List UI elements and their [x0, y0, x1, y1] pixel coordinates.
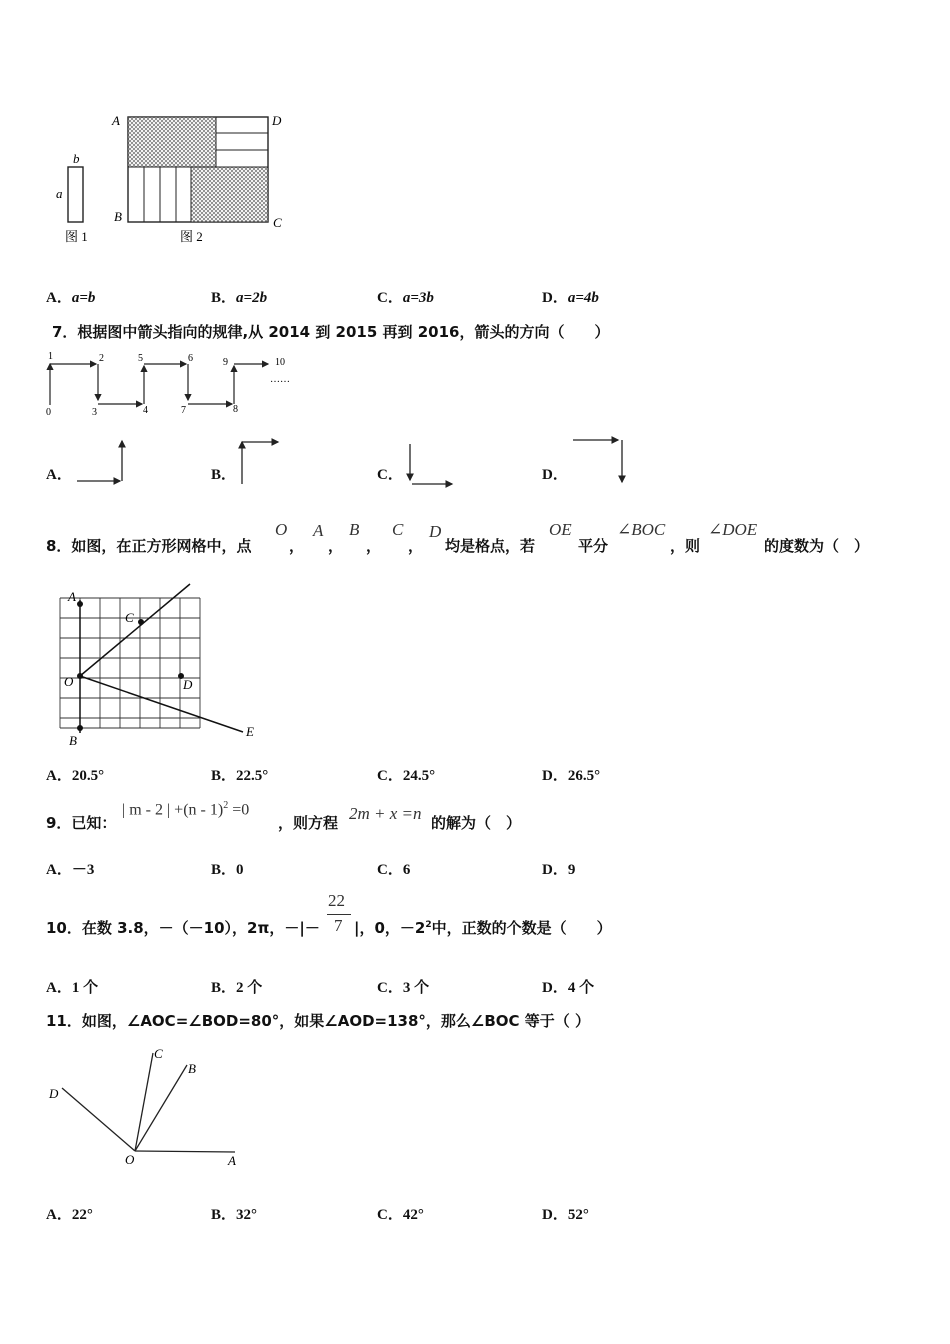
q8-text-bisect: 平分	[578, 537, 609, 555]
q9-option-b[interactable]: B．0	[211, 862, 244, 878]
q8-oe: OE	[549, 520, 572, 539]
q8-point-a: A	[313, 521, 324, 540]
svg-text:……: ……	[270, 374, 290, 385]
q10-fraction-numerator: 22	[328, 891, 345, 910]
svg-text:10: 10	[275, 357, 285, 368]
svg-text:E: E	[246, 724, 254, 739]
q10-text-mid: |，0，$-2^2$中，正数的个数是（ ）	[354, 919, 612, 937]
q8-angle-doe: ∠DOE	[708, 520, 758, 539]
arrow-pattern-figure	[40, 350, 300, 420]
q8-option-b[interactable]: B．22.5°	[211, 768, 269, 784]
q8-point-c: C	[392, 520, 404, 539]
svg-text:7: 7	[181, 405, 186, 416]
svg-text:1: 1	[48, 351, 53, 362]
rectangle-figure	[50, 105, 300, 250]
q7-option-d-arrow	[568, 432, 630, 490]
q10-option-a[interactable]: A．1 个	[46, 980, 99, 996]
q11-option-d[interactable]: D．52°	[542, 1207, 589, 1223]
q10-option-c[interactable]: C．3 个	[377, 980, 430, 996]
svg-text:3: 3	[92, 407, 97, 418]
q6-option-a[interactable]: A．a=b	[46, 290, 96, 306]
svg-text:5: 5	[138, 353, 143, 364]
svg-text:2: 2	[99, 353, 104, 364]
q8-point-d: D	[429, 522, 442, 541]
svg-text:C: C	[125, 610, 134, 625]
q7-text: 7．根据图中箭头指向的规律,从 2014 到 2015 再到 2016，箭头的方向（ ）	[52, 323, 610, 341]
label-D: D	[272, 113, 282, 128]
q8-grid-figure	[50, 578, 270, 748]
hatched-region-bottom	[191, 167, 268, 222]
q11-angle-figure	[40, 1040, 260, 1175]
q8-angle-boc: ∠BOC	[617, 520, 666, 539]
caption-fig1: 图 1	[65, 229, 88, 244]
svg-text:O: O	[125, 1152, 135, 1167]
q7-option-a[interactable]: A．	[46, 467, 72, 483]
svg-text:A: A	[68, 589, 76, 604]
svg-text:4: 4	[143, 405, 148, 416]
label-b: b	[73, 151, 80, 166]
q10-text-start: 10．在数 3.8，－（－10），2π，－|－	[46, 919, 320, 937]
svg-text:B: B	[69, 733, 77, 748]
q11-option-c[interactable]: C．42°	[377, 1207, 424, 1223]
label-A: A	[112, 113, 120, 128]
q8-point-o: O	[275, 520, 288, 539]
q8-point-b: B	[349, 520, 360, 539]
svg-text:8: 8	[233, 404, 238, 415]
q10-fraction-denominator: 7	[334, 916, 343, 935]
q9-option-c[interactable]: C．6	[377, 862, 411, 878]
q8-text-start: 8．如图，在正方形网格中，点	[46, 537, 252, 555]
q9-option-a[interactable]: A．－3	[46, 862, 95, 878]
svg-text:9: 9	[223, 357, 228, 368]
q7-option-b-arrow	[234, 434, 286, 488]
q8-text-end: 的度数为（ ）	[764, 537, 870, 555]
q9-text-mid: ，则方程	[278, 814, 339, 832]
svg-text:6: 6	[188, 353, 193, 364]
label-C: C	[273, 215, 282, 230]
q9-option-d[interactable]: D．9	[542, 862, 576, 878]
svg-text:D: D	[49, 1086, 59, 1101]
q7-option-d[interactable]: D．	[542, 467, 568, 483]
q10-option-d[interactable]: D．4 个	[542, 980, 595, 996]
q7-option-a-arrow	[72, 434, 132, 486]
q9-text-start: 9．已知：	[46, 814, 117, 832]
q6-option-b[interactable]: B．a=2b	[211, 290, 268, 306]
q8-text-then: ，则	[670, 537, 701, 555]
hatched-region-top	[128, 117, 216, 167]
q7-option-b[interactable]: B．	[211, 467, 237, 483]
q8-comma: ，	[289, 537, 305, 555]
q9-text-end: 的解为（ ）	[431, 814, 522, 832]
fraction-bar	[327, 914, 351, 915]
q7-option-c[interactable]: C．	[377, 467, 403, 483]
label-B: B	[114, 209, 122, 224]
label-a: a	[56, 186, 63, 201]
q8-comma: ，	[366, 537, 382, 555]
q6-option-d[interactable]: D．a=4b	[542, 290, 599, 306]
svg-text:B: B	[188, 1061, 196, 1076]
q6-option-c[interactable]: C．a=3b	[377, 290, 434, 306]
q8-text-mid: 均是格点，若	[445, 537, 536, 555]
q9-equation-2: 2m + x =n	[349, 804, 422, 823]
q9-equation-1: | m - 2 | +(n - 1)$^2$ =0	[122, 800, 250, 819]
q8-option-c[interactable]: C．24.5°	[377, 768, 436, 784]
q8-option-d[interactable]: D．26.5°	[542, 768, 601, 784]
svg-text:O: O	[64, 674, 74, 689]
q7-option-c-arrow	[402, 438, 458, 490]
svg-text:0: 0	[46, 407, 51, 418]
q8-comma: ，	[328, 537, 344, 555]
q11-option-b[interactable]: B．32°	[211, 1207, 258, 1223]
svg-text:A: A	[228, 1153, 236, 1168]
q11-text: 11．如图，∠AOC=∠BOD=80°，如果∠AOD=138°，那么∠BOC 等于（ ）	[46, 1012, 591, 1030]
small-rectangle	[68, 167, 83, 222]
q8-comma: ，	[408, 537, 424, 555]
svg-text:C: C	[154, 1046, 163, 1061]
q10-option-b[interactable]: B．2 个	[211, 980, 263, 996]
caption-fig2: 图 2	[180, 229, 203, 244]
q11-option-a[interactable]: A．22°	[46, 1207, 93, 1223]
svg-text:D: D	[183, 677, 193, 692]
q8-option-a[interactable]: A．20.5°	[46, 768, 105, 784]
